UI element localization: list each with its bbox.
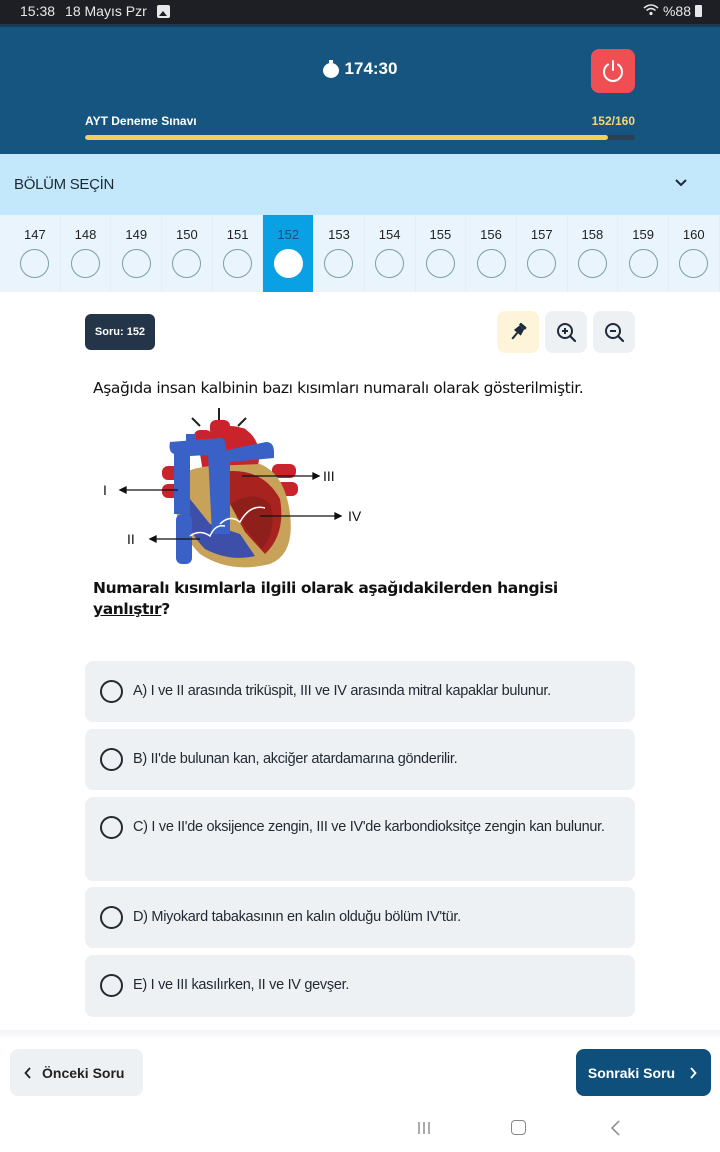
question-nav-item[interactable] (10, 215, 61, 292)
question-nav-item[interactable] (365, 215, 416, 292)
answer-option-b[interactable] (85, 729, 635, 790)
radio-button[interactable] (100, 680, 123, 703)
question-nav-item[interactable] (314, 215, 365, 292)
question-status-circle (172, 249, 201, 278)
pin-button[interactable] (497, 311, 539, 353)
question-nav-number: 152 (277, 227, 300, 242)
heart-diagram (90, 404, 390, 574)
question-nav-item[interactable] (618, 215, 669, 292)
radio-button[interactable] (100, 748, 123, 771)
recents-icon[interactable] (416, 1120, 432, 1136)
question-nav-number: 147 (23, 227, 46, 242)
question-nav-item[interactable] (416, 215, 467, 292)
question-nav-number: 157 (530, 227, 553, 242)
question-stem-end: ? (161, 600, 170, 618)
answer-option-c[interactable] (85, 797, 635, 881)
exam-progress-fill (85, 135, 608, 140)
question-nav-number: 160 (682, 227, 705, 242)
radio-button[interactable] (100, 906, 123, 929)
question-status-circle (578, 249, 607, 278)
status-date: 18 Mayıs Pzr (65, 3, 147, 19)
question-nav-item[interactable] (466, 215, 517, 292)
stopwatch-icon (323, 60, 339, 78)
question-status-circle (477, 249, 506, 278)
answer-option-text: B) II'de bulunan kan, akciğer atardamarına gönderilir. (133, 751, 458, 767)
question-status-circle (20, 249, 49, 278)
exam-title: AYT Deneme Sınavı (85, 114, 197, 128)
answer-option-a[interactable] (85, 661, 635, 722)
question-status-circle (223, 249, 252, 278)
figure-label-iv: IV (348, 508, 362, 524)
question-stem-emphasis: yanlıştır (93, 600, 162, 618)
question-nav-item[interactable] (111, 215, 162, 292)
chevron-right-icon (689, 1067, 697, 1079)
figure-label-ii: II (127, 531, 135, 547)
question-navigator (0, 215, 720, 292)
previous-question-label: Önceki Soru (42, 1064, 125, 1081)
previous-question-button[interactable] (10, 1049, 143, 1096)
question-stem-text: Numaralı kısımlarla ilgili olarak aşağıdakilerden hangisi (93, 579, 558, 597)
figure-label-iii: III (323, 468, 335, 484)
question-status-circle (527, 249, 556, 278)
question-status-circle (629, 249, 658, 278)
status-time: 15:38 (20, 3, 56, 19)
question-nav-item[interactable] (162, 215, 213, 292)
footer-divider (0, 1030, 720, 1040)
question-nav-number: 148 (74, 227, 97, 242)
question-number-badge: Soru: 152 (85, 314, 155, 350)
gallery-notification-icon (157, 5, 170, 18)
question-status-circle (679, 249, 708, 278)
status-bar (0, 0, 720, 24)
question-nav-number: 156 (480, 227, 502, 242)
question-status-circle (274, 249, 303, 278)
wifi-icon (643, 4, 659, 19)
answer-option-text: D) Miyokard tabakasının en kalın olduğu bölüm IV'tür. (133, 909, 461, 925)
system-navigation-bar (0, 1108, 720, 1152)
question-stem (93, 578, 573, 620)
question-status-circle (426, 249, 455, 278)
question-nav-number: 155 (429, 227, 452, 242)
home-icon[interactable] (511, 1120, 526, 1135)
question-nav-number: 154 (378, 227, 401, 242)
question-intro: Aşağıda insan kalbinin bazı kısımları numaralı olarak gösterilmiştir. (93, 379, 584, 397)
pin-icon (507, 321, 529, 343)
answer-option-d[interactable] (85, 887, 635, 948)
section-selector-label: BÖLÜM SEÇİN (14, 176, 115, 193)
exam-progress-bar (85, 135, 635, 140)
question-nav-number: 149 (125, 227, 148, 242)
answer-option-e[interactable] (85, 955, 635, 1017)
question-nav-item[interactable] (213, 215, 264, 292)
question-nav-number: 153 (328, 227, 350, 242)
section-selector[interactable] (0, 154, 720, 215)
zoom-out-button[interactable] (593, 311, 635, 353)
zoom-out-icon (603, 321, 625, 343)
battery-level: %88 (662, 3, 691, 19)
question-nav-number: 151 (226, 227, 249, 242)
next-question-label: Sonraki Soru (587, 1064, 675, 1081)
zoom-in-button[interactable] (545, 311, 587, 353)
finish-exam-button[interactable] (591, 49, 635, 93)
timer-value: 174:30 (344, 59, 398, 78)
chevron-down-icon (674, 178, 688, 188)
question-status-circle (324, 249, 353, 278)
next-question-button[interactable] (576, 1049, 711, 1096)
question-nav-item[interactable] (568, 215, 619, 292)
exam-header (0, 24, 720, 154)
question-status-circle (375, 249, 404, 278)
answer-option-text: E) I ve III kasılırken, II ve IV gevşer. (133, 977, 350, 993)
answer-option-text: C) I ve II'de oksijence zengin, III ve IV'de karbondioksitçe zengin kan bulunur. (133, 819, 605, 835)
answer-option-text: A) I ve II arasında triküspit, III ve IV arasında mitral kapaklar bulunur. (133, 683, 551, 699)
question-nav-number: 159 (632, 227, 654, 242)
back-icon[interactable] (609, 1119, 621, 1137)
exam-progress-text: 152/160 (591, 114, 635, 128)
question-nav-number: 150 (176, 227, 198, 242)
question-nav-item[interactable] (517, 215, 568, 292)
radio-button[interactable] (100, 974, 123, 997)
question-nav-number: 158 (581, 227, 604, 242)
chevron-left-icon (24, 1067, 32, 1079)
power-icon (600, 58, 626, 84)
question-status-circle (71, 249, 100, 278)
radio-button[interactable] (100, 816, 123, 839)
battery-icon (695, 5, 702, 17)
figure-label-i: I (103, 482, 107, 498)
question-nav-item[interactable] (263, 215, 314, 292)
question-nav-item[interactable] (61, 215, 112, 292)
question-status-circle (122, 249, 151, 278)
question-nav-item[interactable] (669, 215, 720, 292)
zoom-in-icon (555, 321, 577, 343)
